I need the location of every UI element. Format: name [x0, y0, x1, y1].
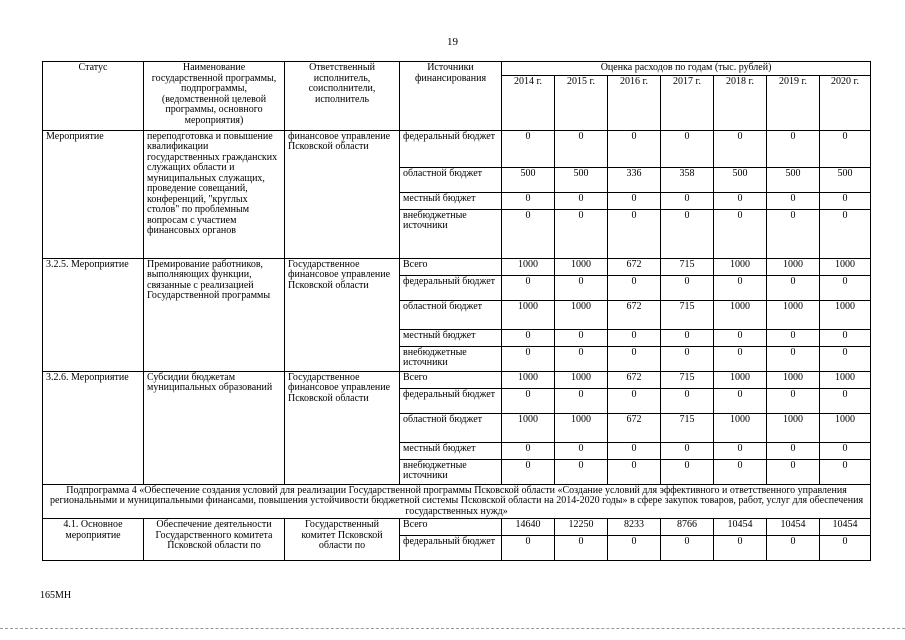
- value-cell: 1000: [555, 371, 608, 388]
- value-cell: 0: [661, 329, 714, 346]
- header-year: 2019 г.: [767, 75, 820, 130]
- value-cell: 672: [608, 371, 661, 388]
- value-cell: 1000: [502, 413, 555, 442]
- value-cell: 0: [714, 442, 767, 459]
- value-cell: 0: [661, 536, 714, 561]
- header-estimate: Оценка расходов по годам (тыс. рублей): [502, 62, 871, 76]
- value-cell: 0: [661, 192, 714, 209]
- value-cell: 0: [555, 442, 608, 459]
- value-cell: 0: [555, 346, 608, 371]
- page-number: 19: [447, 36, 458, 48]
- value-cell: 0: [608, 536, 661, 561]
- name-cell: Субсидии бюджетам муниципальных образований: [144, 371, 285, 484]
- value-cell: 0: [608, 192, 661, 209]
- subprogram-title: Подпрограмма 4 «Обеспечение создания условий для реализации Государственной программы Псковской области «Создание условий для эффективного и ответственного управления региональными и муниципальными финансами, повышения устойчивости бюджетной системы Псковской области на 2014-2020 годы» в сфере закупок товаров, работ, услуг для обеспечения государственных нужд»: [43, 484, 871, 519]
- value-cell: 0: [820, 459, 871, 484]
- value-cell: 0: [661, 388, 714, 413]
- status-cell: 3.2.5. Мероприятие: [43, 258, 144, 371]
- value-cell: 672: [608, 413, 661, 442]
- value-cell: 0: [502, 388, 555, 413]
- value-cell: 0: [608, 388, 661, 413]
- value-cell: 1000: [502, 371, 555, 388]
- header-status: Статус: [43, 62, 144, 131]
- value-cell: 0: [767, 130, 820, 167]
- source-cell: местный бюджет: [400, 442, 502, 459]
- value-cell: 0: [767, 442, 820, 459]
- value-cell: 0: [555, 459, 608, 484]
- scan-edge-line: [0, 628, 905, 629]
- value-cell: 1000: [767, 258, 820, 275]
- value-cell: 0: [767, 536, 820, 561]
- source-cell: внебюджетные источники: [400, 209, 502, 258]
- value-cell: 1000: [767, 371, 820, 388]
- value-cell: 1000: [767, 300, 820, 329]
- name-cell: Обеспечение деятельности Государственного комитета Псковской области по: [144, 519, 285, 561]
- value-cell: 0: [661, 209, 714, 258]
- value-cell: 0: [767, 275, 820, 300]
- value-cell: 1000: [502, 258, 555, 275]
- value-cell: 0: [820, 329, 871, 346]
- value-cell: 0: [555, 209, 608, 258]
- source-cell: Всего: [400, 371, 502, 388]
- responsible-cell: Государственное финансовое управление Псковской области: [285, 258, 400, 371]
- responsible-cell: Государственное финансовое управление Псковской области: [285, 371, 400, 484]
- budget-table: [42, 61, 871, 561]
- value-cell: 8233: [608, 519, 661, 536]
- table-row: [43, 258, 871, 275]
- value-cell: 0: [820, 192, 871, 209]
- header-sources: Источники финансирования: [400, 62, 502, 131]
- value-cell: 0: [608, 346, 661, 371]
- source-cell: Всего: [400, 258, 502, 275]
- source-cell: Всего: [400, 519, 502, 536]
- value-cell: 0: [767, 192, 820, 209]
- value-cell: 1000: [714, 413, 767, 442]
- value-cell: 1000: [820, 371, 871, 388]
- header-year: 2016 г.: [608, 75, 661, 130]
- value-cell: 672: [608, 258, 661, 275]
- value-cell: 0: [714, 536, 767, 561]
- header-responsible: Ответственный исполнитель, соисполнители, исполнитель: [285, 62, 400, 131]
- value-cell: 0: [714, 192, 767, 209]
- value-cell: 0: [555, 536, 608, 561]
- header-year: 2017 г.: [661, 75, 714, 130]
- source-cell: местный бюджет: [400, 192, 502, 209]
- table-row: [43, 371, 871, 388]
- value-cell: 0: [502, 130, 555, 167]
- value-cell: 1000: [820, 413, 871, 442]
- table-row: [43, 519, 871, 536]
- source-cell: областной бюджет: [400, 167, 502, 192]
- value-cell: 715: [661, 300, 714, 329]
- value-cell: 0: [820, 346, 871, 371]
- responsible-cell: Государственный комитет Псковской области по: [285, 519, 400, 561]
- header-name: Наименование государственной программы, подпрограммы, (ведомственной целевой программы, основного мероприятия): [144, 62, 285, 131]
- value-cell: 0: [661, 442, 714, 459]
- value-cell: 0: [608, 275, 661, 300]
- value-cell: 500: [767, 167, 820, 192]
- status-cell: 3.2.6. Мероприятие: [43, 371, 144, 484]
- source-cell: местный бюджет: [400, 329, 502, 346]
- value-cell: 0: [820, 536, 871, 561]
- responsible-cell: финансовое управление Псковской области: [285, 130, 400, 258]
- value-cell: 0: [608, 442, 661, 459]
- value-cell: 14640: [502, 519, 555, 536]
- value-cell: 1000: [767, 413, 820, 442]
- source-cell: областной бюджет: [400, 413, 502, 442]
- value-cell: 0: [555, 130, 608, 167]
- value-cell: 0: [714, 459, 767, 484]
- value-cell: 0: [820, 130, 871, 167]
- value-cell: 10454: [820, 519, 871, 536]
- value-cell: 0: [502, 459, 555, 484]
- value-cell: 12250: [555, 519, 608, 536]
- value-cell: 1000: [555, 413, 608, 442]
- value-cell: 10454: [714, 519, 767, 536]
- value-cell: 0: [820, 388, 871, 413]
- status-cell: Мероприятие: [43, 130, 144, 258]
- source-cell: внебюджетные источники: [400, 346, 502, 371]
- source-cell: федеральный бюджет: [400, 388, 502, 413]
- header-year: 2014 г.: [502, 75, 555, 130]
- value-cell: 10454: [767, 519, 820, 536]
- value-cell: 0: [661, 459, 714, 484]
- value-cell: 500: [555, 167, 608, 192]
- header-year: 2018 г.: [714, 75, 767, 130]
- value-cell: 0: [714, 209, 767, 258]
- value-cell: 0: [820, 209, 871, 258]
- value-cell: 0: [608, 209, 661, 258]
- value-cell: 0: [714, 329, 767, 346]
- value-cell: 0: [820, 275, 871, 300]
- value-cell: 0: [502, 442, 555, 459]
- value-cell: 0: [502, 536, 555, 561]
- header-year: 2015 г.: [555, 75, 608, 130]
- footer-code: 165МН: [40, 590, 72, 601]
- value-cell: 1000: [714, 371, 767, 388]
- value-cell: 0: [767, 346, 820, 371]
- value-cell: 500: [502, 167, 555, 192]
- value-cell: 0: [767, 388, 820, 413]
- value-cell: 1000: [820, 300, 871, 329]
- value-cell: 0: [608, 329, 661, 346]
- header-year: 2020 г.: [820, 75, 871, 130]
- value-cell: 0: [714, 130, 767, 167]
- value-cell: 1000: [555, 300, 608, 329]
- value-cell: 0: [661, 346, 714, 371]
- status-cell: 4.1. Основное мероприятие: [43, 519, 144, 561]
- value-cell: 0: [555, 275, 608, 300]
- value-cell: 358: [661, 167, 714, 192]
- value-cell: 0: [502, 346, 555, 371]
- subprogram-row: [43, 484, 871, 519]
- value-cell: 0: [555, 192, 608, 209]
- value-cell: 0: [714, 388, 767, 413]
- value-cell: 0: [767, 329, 820, 346]
- value-cell: 1000: [820, 258, 871, 275]
- header-row: [43, 62, 871, 76]
- value-cell: 715: [661, 371, 714, 388]
- value-cell: 0: [820, 442, 871, 459]
- source-cell: областной бюджет: [400, 300, 502, 329]
- value-cell: 0: [502, 275, 555, 300]
- table-row: [43, 130, 871, 167]
- value-cell: 0: [661, 130, 714, 167]
- value-cell: 1000: [714, 300, 767, 329]
- value-cell: 0: [714, 275, 767, 300]
- value-cell: 1000: [555, 258, 608, 275]
- value-cell: 0: [555, 388, 608, 413]
- value-cell: 500: [820, 167, 871, 192]
- value-cell: 0: [502, 209, 555, 258]
- name-cell: Премирование работников, выполняющих функции, связанные с реализацией Государственной программы: [144, 258, 285, 371]
- value-cell: 0: [608, 459, 661, 484]
- value-cell: 715: [661, 258, 714, 275]
- value-cell: 0: [502, 192, 555, 209]
- source-cell: федеральный бюджет: [400, 275, 502, 300]
- value-cell: 8766: [661, 519, 714, 536]
- value-cell: 0: [608, 130, 661, 167]
- name-cell: переподготовка и повышение квалификации государственных гражданских служащих области и муниципальных служащих, проведение совещаний, конференций, "круглых столов" по проблемным вопросам с участием финансовых органов: [144, 130, 285, 258]
- source-cell: федеральный бюджет: [400, 130, 502, 167]
- value-cell: 0: [502, 329, 555, 346]
- value-cell: 1000: [502, 300, 555, 329]
- value-cell: 715: [661, 413, 714, 442]
- source-cell: федеральный бюджет: [400, 536, 502, 561]
- value-cell: 500: [714, 167, 767, 192]
- source-cell: внебюджетные источники: [400, 459, 502, 484]
- value-cell: 0: [767, 459, 820, 484]
- value-cell: 0: [714, 346, 767, 371]
- value-cell: 0: [555, 329, 608, 346]
- value-cell: 336: [608, 167, 661, 192]
- value-cell: 1000: [714, 258, 767, 275]
- value-cell: 0: [661, 275, 714, 300]
- value-cell: 672: [608, 300, 661, 329]
- value-cell: 0: [767, 209, 820, 258]
